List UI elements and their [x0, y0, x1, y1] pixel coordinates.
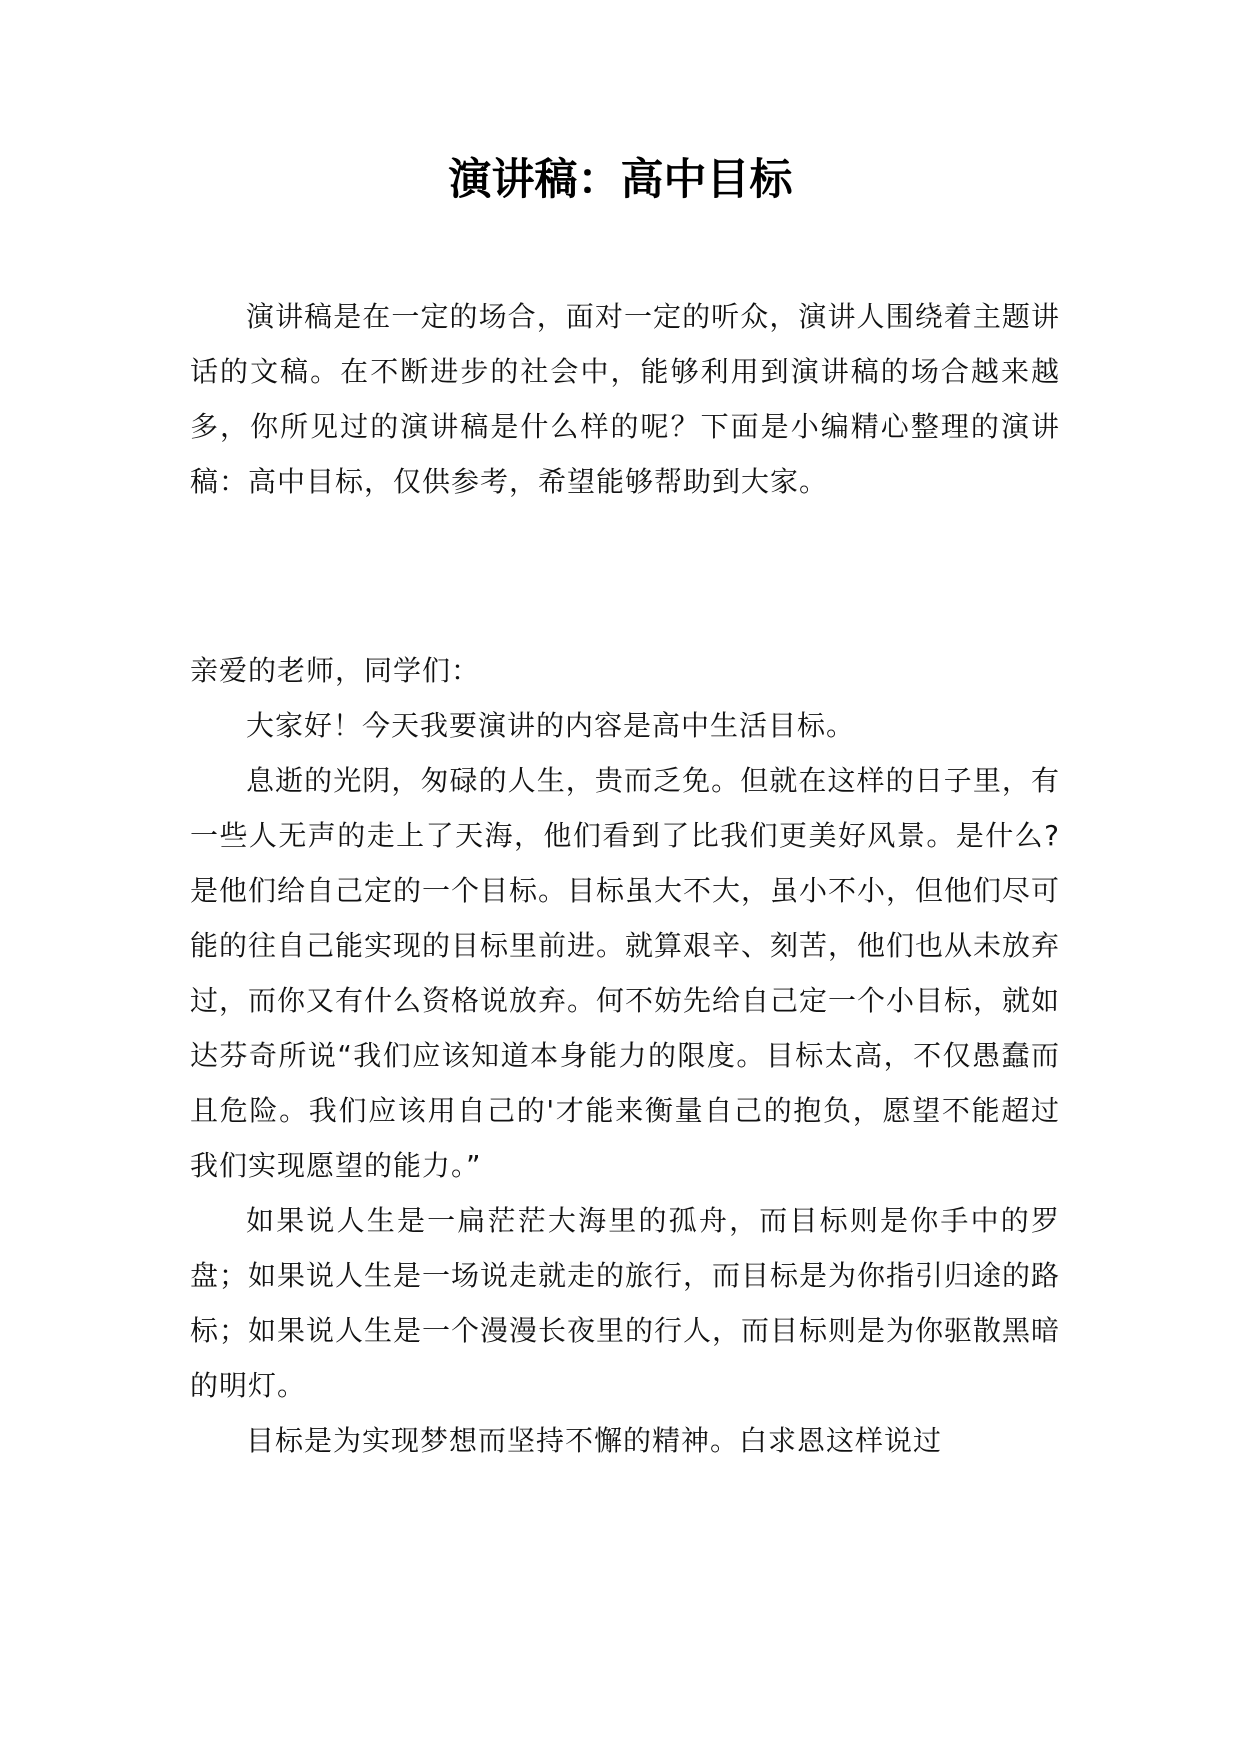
intro-paragraph: 演讲稿是在一定的场合，面对一定的听众，演讲人围绕着主题讲话的文稿。在不断进步的社会中，能够利用到演讲稿的场合越来越多，你所见过的演讲稿是什么样的呢？下面是小编精心整理的演讲稿：高中目标，仅供参考，希望能够帮助到大家。: [190, 300, 1060, 498]
salutation: 亲爱的老师，同学们：: [190, 654, 481, 687]
speech-paragraph-1: 大家好！今天我要演讲的内容是高中生活目标。: [246, 709, 856, 742]
speech-paragraph-2: 息逝的光阴，匆碌的人生，贵而乏免。但就在这样的日子里，有一些人无声的走上了天海，他们看到了比我们更美好风景。是什么?是他们给自己定的一个目标。目标虽大不大，虽小不小，但他们尽可能的往自己能实现的目标里前进。就算艰辛、刻苦，他们也从未放弃过，而你又有什么资格说放弃。何不妨先给自己定一个小目标，就如达芬奇所说“我们应该知道本身能力的限度。目标太高，不仅愚蠢而且危险。我们应该用自己的'才能来衡量自己的抱负，愿望不能超过我们实现愿望的能力。”: [190, 764, 1061, 1182]
speech-paragraph-3: 如果说人生是一扁茫茫大海里的孤舟，而目标则是你手中的罗盘；如果说人生是一场说走就走的旅行，而目标是为你指引归途的路标；如果说人生是一个漫漫长夜里的行人，而目标则是为你驱散黑暗的明灯。: [190, 1204, 1061, 1402]
speech-paragraph-4: 目标是为实现梦想而坚持不懈的精神。白求恩这样说过: [246, 1424, 943, 1457]
speech-section: [190, 643, 1060, 1468]
intro-section: [190, 289, 1060, 509]
document-title: 演讲稿：高中目标: [448, 155, 793, 205]
